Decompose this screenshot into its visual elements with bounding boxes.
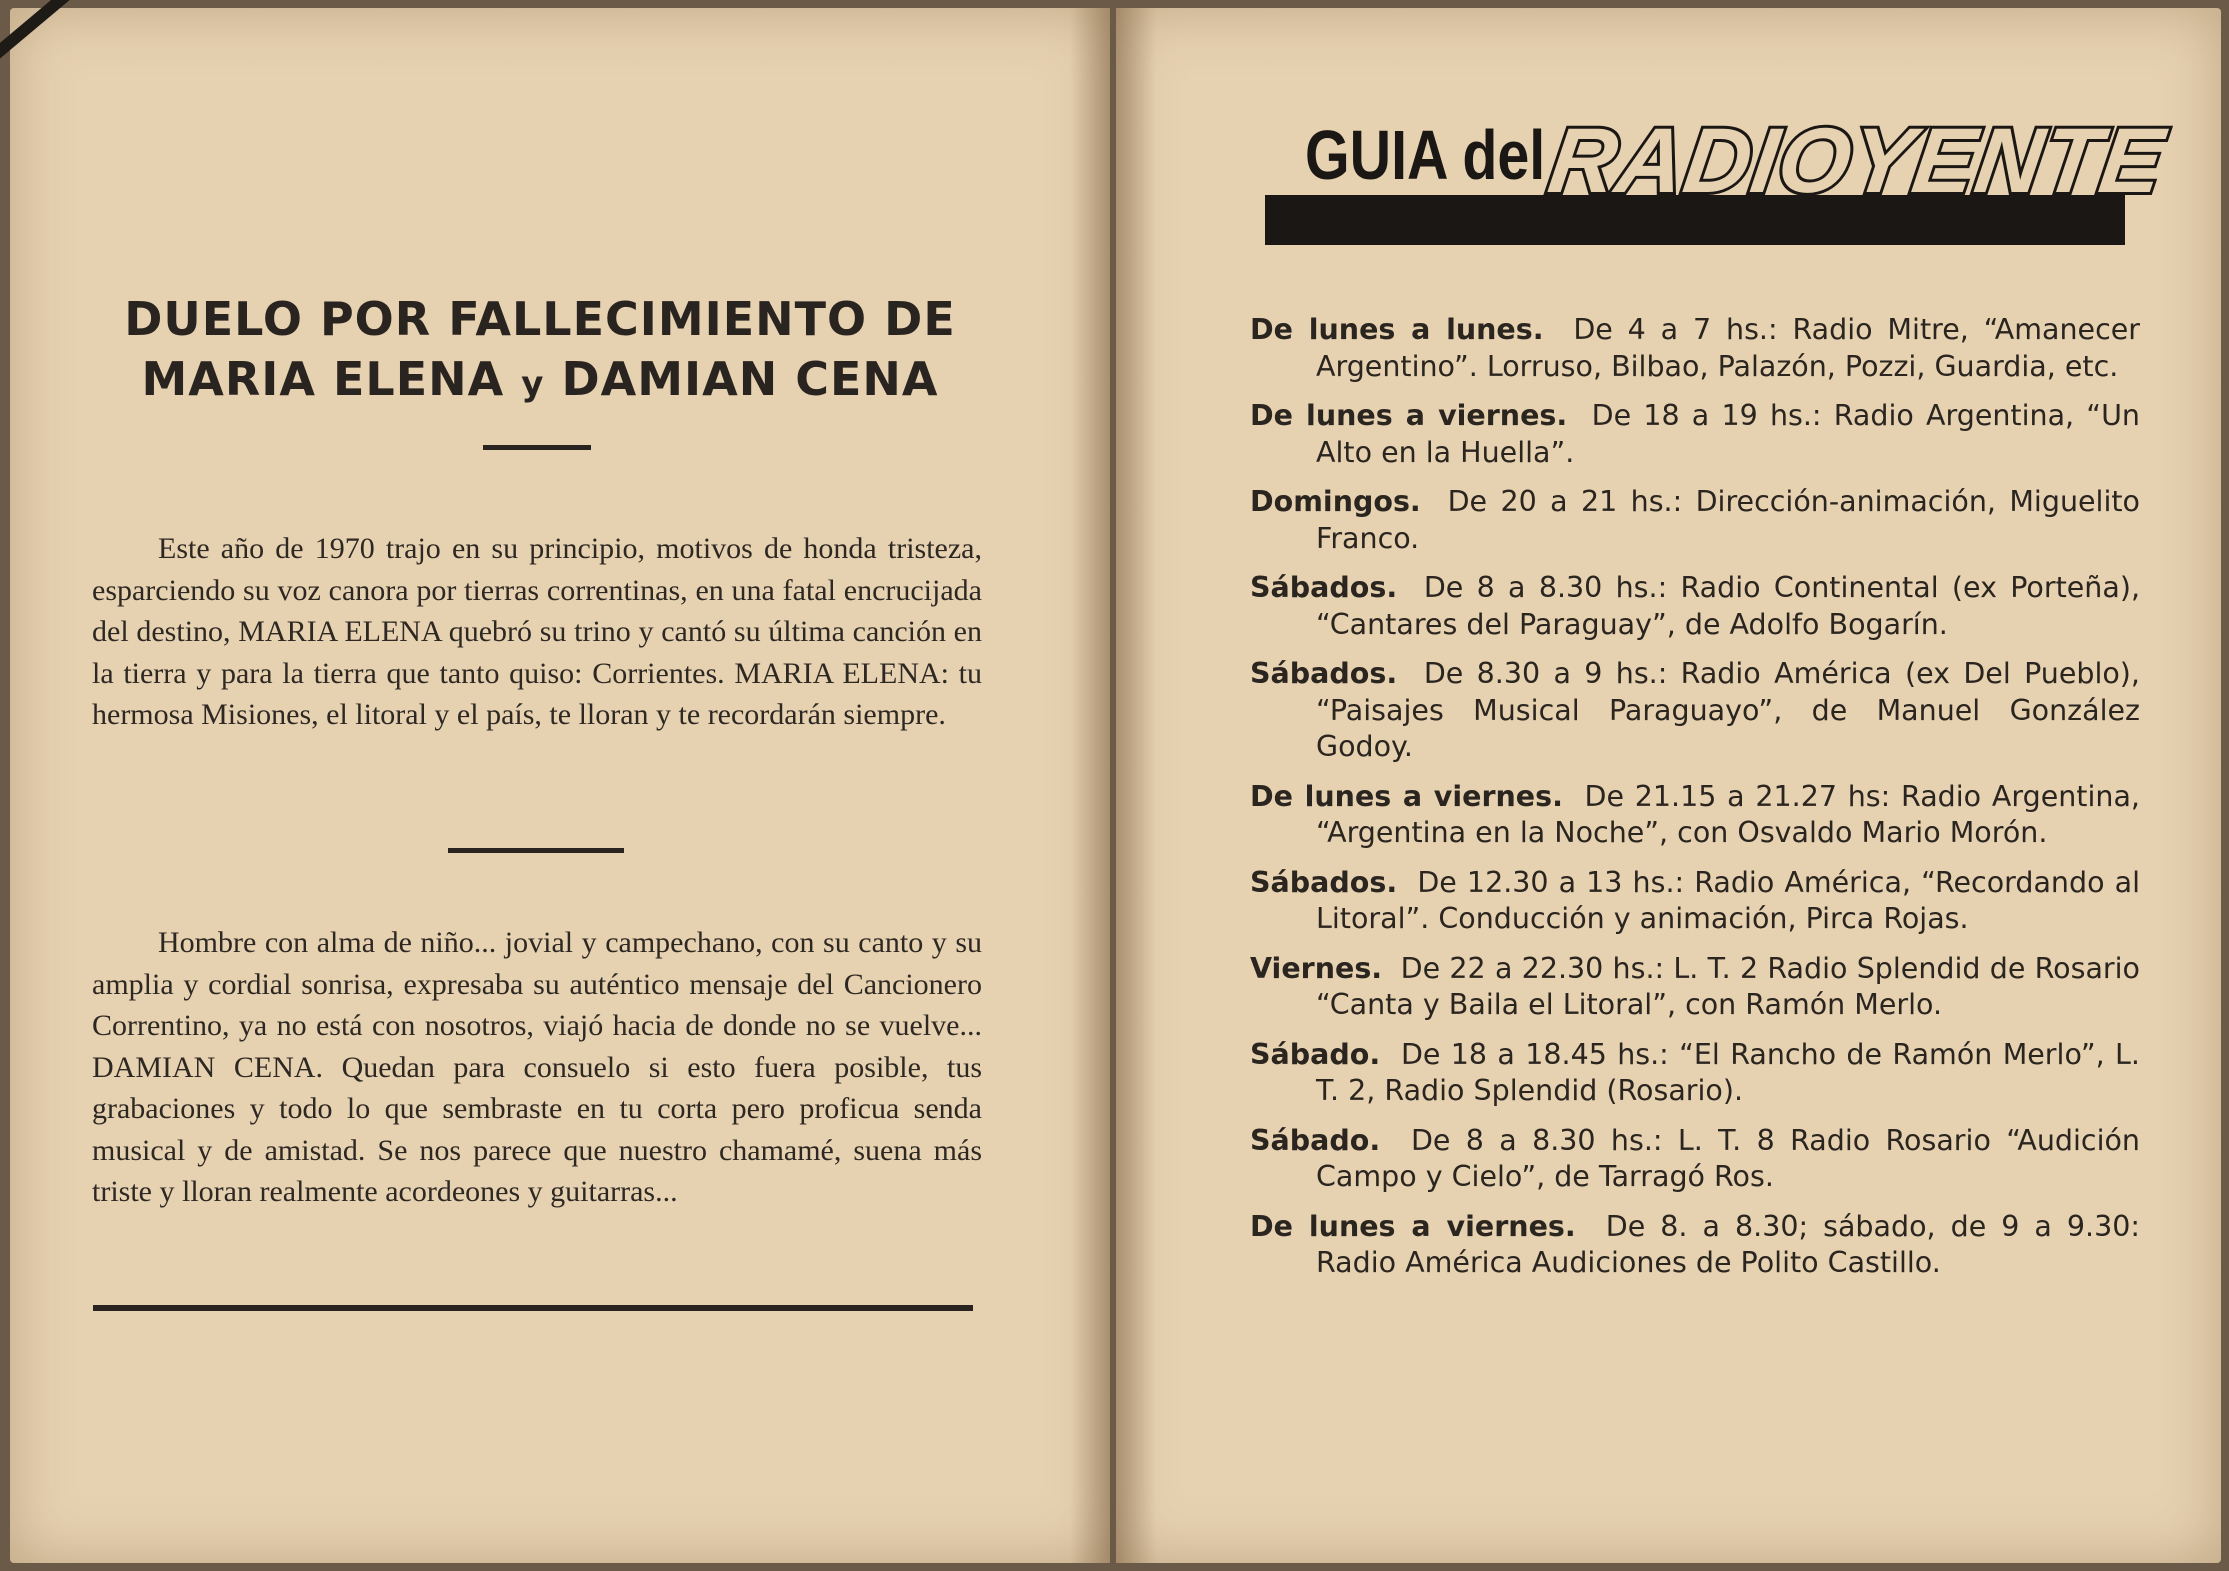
schedule-entry — [1250, 1123, 2140, 1196]
schedule-day: De lunes a viernes. — [1250, 1209, 1576, 1243]
tribute-paragraph-maria-elena: Este año de 1970 trajo en su principio, motivos de honda tristeza, esparciendo su voz canora por tierras correntinas, en una fatal encrucijada del destino, MARIA ELENA quebró su trino y cantó su última canción en la tierra y para la tierra que tanto quiso: Corrientes. MARIA ELENA: tu hermosa Misiones, el litoral y el país, te lloran y te recordarán siempre. — [92, 532, 982, 731]
schedule-entry — [1250, 951, 2140, 1024]
mourning-corner-band — [0, 0, 169, 77]
schedule-entry — [1250, 865, 2140, 938]
heading-conjunction: y — [521, 364, 545, 404]
schedule-details: De 20 a 21 hs.: Dirección-animación, Miguelito Franco. — [1316, 485, 2140, 555]
heading-name-1: MARIA ELENA — [141, 352, 505, 406]
schedule-day: De lunes a viernes. — [1250, 779, 1563, 813]
heading-name-2: DAMIAN CENA — [561, 352, 939, 406]
schedule-day: De lunes a lunes. — [1250, 313, 1544, 346]
schedule-entry — [1250, 484, 2140, 557]
radio-guide-masthead — [1265, 105, 2171, 255]
schedule-entry — [1250, 398, 2140, 471]
schedule-details: De 8. a 8.30; sábado, de 9 a 9.30: Radio América Audiciones de Polito Castillo. — [1316, 1209, 2140, 1279]
schedule-day: Sábado. — [1250, 1037, 1381, 1071]
tribute-paragraph-damian-cena: Hombre con alma de niño... jovial y campechano, con su canto y su amplia y cordial sonrisa, expresaba su auténtico mensaje del Cancionero Correntino, ya no está con nosotros, viajó hacia de donde no se vuelve... DAMIAN CENA. Quedan para consuelo si esto fuera posible, tus grabaciones y todo lo que sembraste en tu corta pero proficua senda musical y de amistad. Se nos parece que nuestro chamamé, suena más triste y lloran realmente acordeones y guitarras... — [92, 926, 982, 1208]
schedule-details: De 22 a 22.30 hs.: L. T. 2 Radio Splendid de Rosario “Canta y Baila el Litoral”, con Ramón Merlo. — [1316, 951, 2140, 1021]
schedule-details: De 8 a 8.30 hs.: L. T. 8 Radio Rosario “Audición Campo y Cielo”, de Tarragó Ros. — [1316, 1123, 2140, 1193]
obituary-heading-line2 — [90, 352, 990, 406]
schedule-day: Sábados. — [1250, 865, 1398, 899]
schedule-details: De 12.30 a 13 hs.: Radio América, “Recordando al Litoral”. Conducción y animación, Pirca Rojas. — [1316, 865, 2140, 935]
section-divider — [448, 848, 624, 853]
left-page — [10, 8, 1110, 1563]
schedule-day: Sábados. — [1250, 657, 1398, 690]
page-end-rule — [93, 1305, 973, 1311]
schedule-details: De 8.30 a 9 hs.: Radio América (ex Del Pueblo), “Paisajes Musical Paraguayo”, de Manuel González Godoy. — [1316, 657, 2140, 763]
schedule-day: Sábado. — [1250, 1123, 1381, 1157]
schedule-details: De 18 a 18.45 hs.: “El Rancho de Ramón Merlo”, L. T. 2, Radio Splendid (Rosario). — [1316, 1037, 2140, 1107]
masthead-guia-text: GUIA del — [1305, 116, 1546, 194]
schedule-entry — [1250, 312, 2140, 385]
page-gutter-shadow — [1070, 8, 1110, 1563]
page-gutter-shadow — [1116, 8, 1156, 1563]
schedule-details: De 8 a 8.30 hs.: Radio Continental (ex Porteña), “Cantares del Paraguay”, de Adolfo Bogarín. — [1316, 571, 2140, 641]
radio-schedule-list — [1250, 312, 2140, 1295]
heading-divider — [483, 445, 591, 450]
schedule-day: Sábados. — [1250, 571, 1398, 604]
schedule-entry — [1250, 570, 2140, 643]
schedule-day: Domingos. — [1250, 485, 1421, 518]
obituary-heading-line1: DUELO POR FALLECIMIENTO DE — [124, 292, 956, 346]
schedule-entry — [1250, 656, 2140, 766]
schedule-details: De 21.15 a 21.27 hs: Radio Argentina, “Argentina en la Noche”, con Osvaldo Mario Morón. — [1316, 779, 2140, 849]
schedule-day: De lunes a viernes. — [1250, 399, 1568, 432]
masthead-radioyente-text: RADIOYENTE — [1542, 110, 2171, 212]
schedule-entry — [1250, 1209, 2140, 1282]
schedule-entry — [1250, 779, 2140, 852]
schedule-day: Viernes. — [1250, 951, 1383, 985]
schedule-details: De 4 a 7 hs.: Radio Mitre, “Amanecer Argentino”. Lorruso, Bilbao, Palazón, Pozzi, Guardia, etc. — [1316, 313, 2141, 383]
schedule-entry — [1250, 1037, 2140, 1110]
schedule-details: De 18 a 19 hs.: Radio Argentina, “Un Alto en la Huella”. — [1316, 399, 2140, 469]
